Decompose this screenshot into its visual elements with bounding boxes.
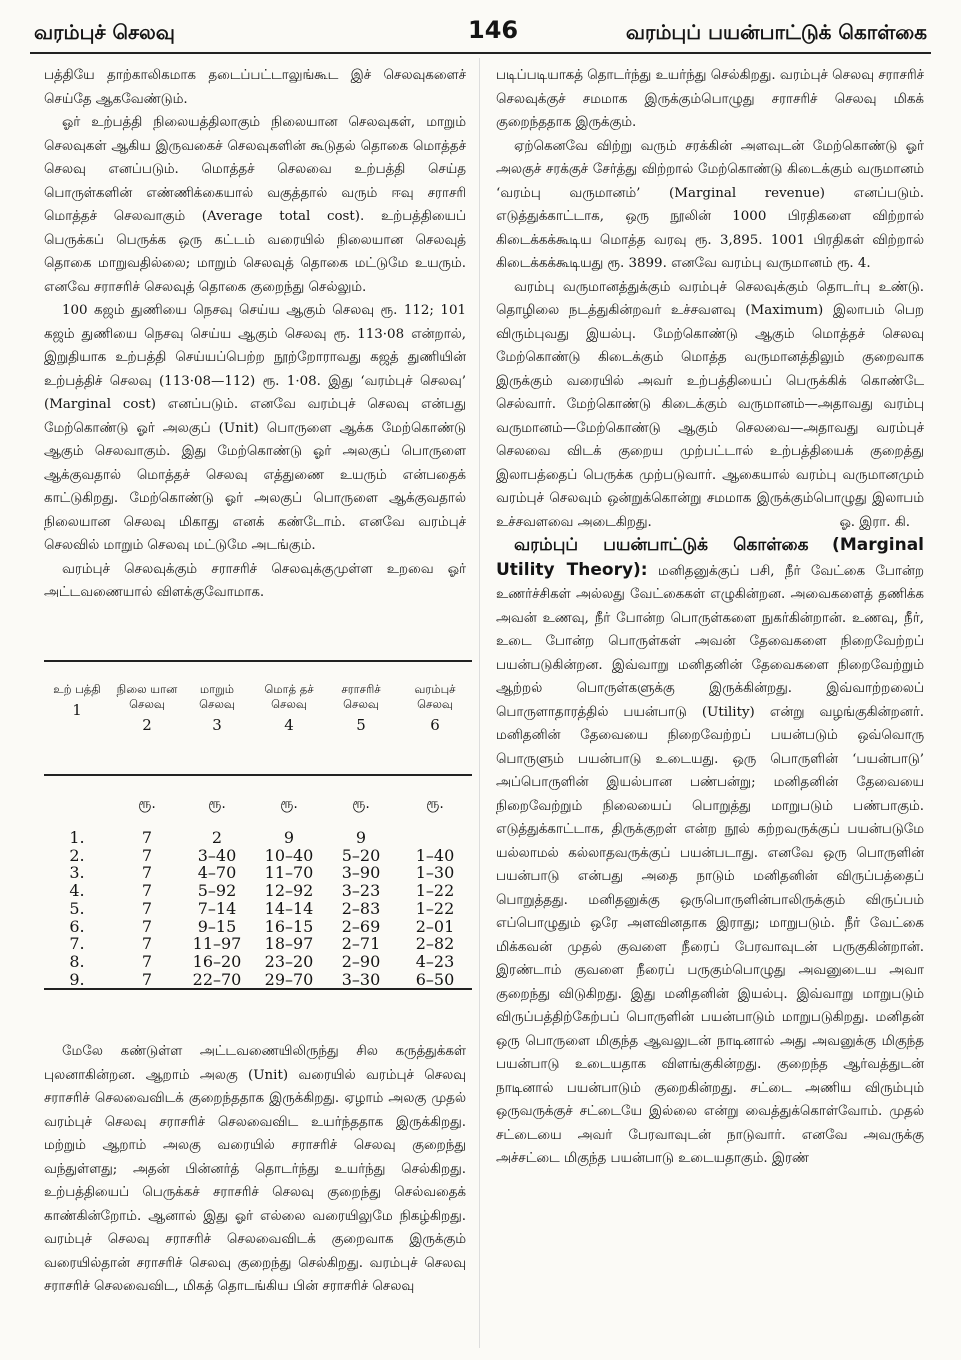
header-average-cost: சராசரிச் செலவு 5	[341, 682, 381, 734]
table-cell: 6.	[69, 916, 85, 936]
table-cell: 4–70	[197, 863, 237, 883]
paragraph	[496, 276, 924, 535]
table-cell: 9	[355, 828, 367, 847]
table-cell: 3–40	[197, 845, 237, 865]
cost-table	[44, 660, 472, 990]
section-heading: வரம்புப் பயன்பாட்டுக் கொள்கை	[514, 535, 809, 555]
table-cell: 9.	[69, 969, 85, 989]
table-discussion	[44, 1040, 466, 1299]
table-cell: 11–97	[192, 934, 242, 954]
table-cell: 2–82	[415, 934, 455, 954]
table-cell: 7	[141, 951, 153, 971]
header-total-cost: மொத் தச் செலவு 4	[264, 682, 314, 734]
table-cell: 10–40	[264, 845, 314, 865]
currency-cell: ரூ.	[352, 796, 370, 812]
paragraph: 100 கஜம் துணியை நெசவு செய்ய ஆகும் செலவு ரூ. 112; 101 கஜம் துணியை நெசவு செய்ய ஆகும் செலவு ரூ. 113·08 என்றால், இறுதியாக உற்பத்தி செய்யப்பெற்ற நூற்றோராவது கஜத் துணியின் உற்பத்திச் செலவு (113·08—112) ரூ. 1·08. இது ‘வரம்புச் செலவு’ (Marginal cost) எனப்படும். எனவே வரம்புச் செலவு என்பது மேற்கொண்டு ஓர் அலகுப் (Unit) பொருளை ஆக்க மேற்கொண்டு ஆகும் செலவாகும். இது மேற்கொண்டு ஓர் அலகுப் பொருளை ஆக்குவதால் மொத்தச் செலவு எத்துணை உயரும் என்பதைக் காட்டுகிறது. மேற்கொண்டு ஓர் அலகுப் பொருளை ஆக்குவதால் நிலையான செலவு மிகாது எனக் கண்டோம். எனவே வரம்புச் செலவில் மாறும் செலவு மட்டுமே அடங்கும்.	[44, 303, 466, 553]
paragraph: பத்தியே தாற்காலிகமாக தடைப்பட்டாலுங்கூட இச் செலவுகளைச் செய்தே ஆகவேண்டும்.	[44, 68, 466, 107]
table-body	[44, 776, 472, 988]
table-cell: 4.	[69, 881, 85, 901]
header-fixed-cost: நிலை யான செலவு 2	[116, 682, 178, 734]
currency-cell: ரூ.	[138, 796, 156, 812]
table-cell: 1–22	[415, 898, 455, 918]
table-cell: 1–30	[415, 863, 455, 883]
table-cell: 2.	[69, 845, 85, 865]
paragraph: ஓர் உற்பத்தி நிலையத்திலாகும் நிலையான செலவுகள், மாறும் செலவுகள் ஆகிய இருவகைச் செலவுகளின் கூடுதல் தொகை மொத்தச் செலவு எனப்படும். மொத்தச் செலவை உற்பத்தி செய்த பொருள்களின் எண்ணிக்கையால் வகுத்தால் வரும் ஈவு சராசரி மொத்தச் செலவாகும் (Average total cost). உற்பத்தியைப் பெருக்கப் பெருக்க ஒரு கட்டம் வரையில் நிலையான செலவுத் தொகை மாறுவதில்லை; மாறும் செலவுத் தொகை மட்டுமே உயரும். எனவே சராசரிச் செலவுத் தொகை குறைந்து செல்லும்.	[44, 115, 466, 295]
table-cell: 16–15	[264, 916, 314, 936]
right-column	[496, 64, 924, 1171]
table-cell: 1.	[69, 828, 85, 847]
currency-cell: ரூ.	[208, 796, 226, 812]
table-cell: 9	[283, 828, 295, 847]
table-cell: 11–70	[264, 863, 314, 883]
table-cell: 7	[141, 934, 153, 954]
table-cell: 23–20	[264, 951, 314, 971]
table-cell: 5–20	[341, 845, 381, 865]
paragraph: ஏற்கெனவே விற்று வரும் சரக்கின் அளவுடன் மேற்கொண்டு ஓர் அலகுச் சரக்குச் சேர்த்து விற்றால் மேற்கொண்டு கிடைக்கும் வருமானம் ‘வரம்பு வருமானம்’ (Marginal revenue) எனப்படும். எடுத்துக்காட்டாக, ஒரு நூலின் 1000 பிரதிகளை விற்றால் கிடைக்கக்கூடிய மொத்த வரவு ரூ. 3,895. 1001 பிரதிகள் விற்றால் கிடைக்கக்கூடியது ரூ. 3899. எனவே வரம்பு வருமானம் ரூ. 4.	[496, 138, 924, 271]
table-cell: 3–90	[341, 863, 381, 883]
running-title-right: வரம்புப் பயன்பாட்டுக் கொள்கை	[625, 20, 927, 44]
section-heading-english: (Marginal Utility Theory):	[496, 535, 924, 580]
table-cell: 3.	[69, 863, 85, 883]
table-cell: 14–14	[264, 898, 314, 918]
author-signature: ஓ. இரா. கி.	[839, 514, 910, 530]
table-cell: 7	[141, 845, 153, 865]
table-cell: 7	[141, 881, 153, 901]
paragraph: மேலே கண்டுள்ள அட்டவணையிலிருந்து சில கருத்துக்கள் புலனாகின்றன. ஆறாம் அலகு (Unit) வரையில் வரம்புச் செலவு சராசரிச் செலவைவிடக் குறைந்ததாக இருக்கிறது. ஏழாம் அலகு முதல் வரம்புச் செலவு சராசரிச் செலவைவிட உயர்ந்ததாக இருக்கிறது. மற்றும் ஆறாம் அலகு வரையில் சராசரிச் செலவு குறைந்து வந்துள்ளது; அதன் பின்னர்த் தொடர்ந்து உயர்ந்து செல்கிறது. உற்பத்தியைப் பெருக்கச் சராசரிச் செலவு குறைந்து செல்வதைக் காண்கின்றோம். ஆனால் இது ஓர் எல்லை வரையிலுமே நிகழ்கிறது. வரம்புச் செலவு சராசரிச் செலவைவிடக் குறைவாக இருக்கும் வரையில்தான் சராசரிச் செலவு குறைந்து செல்கிறது. வரம்புச் செலவு சராசரிச் செலவைவிட, மிகத் தொடங்கிய பின் சராசரிச் செலவு	[44, 1044, 466, 1294]
section-paragraph	[496, 534, 924, 1171]
header-marginal-cost: வரம்புச் செலவு 6	[414, 682, 456, 734]
table-cell: 5.	[69, 898, 85, 918]
page-header	[30, 10, 931, 54]
table-cell: 8.	[69, 951, 85, 971]
table-cell: 7	[141, 863, 153, 883]
paragraph: படிப்படியாகத் தொடர்ந்து உயர்ந்து செல்கிறது. வரம்புச் செலவு சராசரிச் செலவுக்குச் சமமாக இருக்கும்பொழுது சராசரிச் செலவு மிகக் குறைந்ததாக இருக்கும்.	[496, 68, 924, 130]
header-output: உற் பத்தி 1	[53, 682, 101, 719]
currency-cell: ரூ.	[280, 796, 298, 812]
table-cell: 3–30	[341, 969, 381, 989]
table-cell: 2–69	[341, 916, 381, 936]
running-title-left: வரம்புச் செலவு	[34, 20, 175, 44]
table-cell: 2–83	[341, 898, 381, 918]
table-cell: 2–01	[415, 916, 455, 936]
header-variable-cost: மாறும் செலவு 3	[199, 682, 235, 734]
currency-cell: ரூ.	[426, 796, 444, 812]
table-cell: 5–92	[197, 881, 237, 901]
table-cell: 3–23	[341, 881, 381, 901]
table-cell: 7	[141, 916, 153, 936]
table-cell: 7.	[69, 934, 85, 954]
table-cell: 22–70	[192, 969, 242, 989]
table-cell: 1–40	[415, 845, 455, 865]
table-cell: 7	[141, 828, 153, 847]
table-cell: 1–22	[415, 881, 455, 901]
table-cell: 18–97	[264, 934, 314, 954]
table-cell: 16–20	[192, 951, 242, 971]
table-cell: 12–92	[264, 881, 314, 901]
column-gutter	[479, 58, 480, 1348]
table-cell: 7	[141, 969, 153, 989]
table-cell: 4–23	[415, 951, 455, 971]
table-cell: 2–71	[341, 934, 381, 954]
table-cell: 2–90	[341, 951, 381, 971]
table-cell: 2	[211, 828, 223, 847]
table-cell: 7–14	[197, 898, 237, 918]
left-column	[44, 64, 466, 605]
paragraph: வரம்புச் செலவுக்கும் சராசரிச் செலவுக்குமுள்ள உறவை ஓர் அட்டவணையால் விளக்குவோமாக.	[44, 561, 466, 600]
table-cell: 29–70	[264, 969, 314, 989]
table-header	[44, 662, 472, 774]
table-cell: 9–15	[197, 916, 237, 936]
page-number: 146	[468, 16, 519, 44]
section-text: மனிதனுக்குப் பசி, நீர் வேட்கை போன்ற உணர்ச்சிகள் அல்லது வேட்கைகள் எழுகின்றன. அவைகளைத் தணிக்க அவன் உணவு, நீர் போன்ற பொருள்களை நுகர்கின்றான். உணவு, நீர், உடை போன்ற பொருள்கள் அவன் தேவைகளை நிறைவேற்றப் பயன்படுகின்றன. இவ்வாறு மனிதனின் தேவைகளை நிறைவேற்றும் ஆற்றல் பொருள்களுக்கு இருக்கின்றது. இவ்வாற்றலைப் பொருளாதாரத்தில் பயன்பாடு (Utility) என்று வழங்குகின்றனர். மனிதனின் தேவையை நிறைவேற்றப் பயன்படும் ஒவ்வொரு பொருளும் பயன்பாடு உடையது. ஒரு பொருளின் ‘பயன்பாடு’ அப்பொருளின் இயல்பான பண்பன்று; மனிதனின் தேவையை நிறைவேற்றும் நிலையைப் பொறுத்து மாறுபடும் பண்பாகும். எடுத்துக்காட்டாக, திருக்குறள் என்ற நூல் கற்றவருக்குப் பயன்படுமே யல்லாமல் கல்லாதவருக்குப் பயன்படாது. எனவே ஒரு பொருளின் பயன்பாடு என்பது அதை நாடும் மனிதனின் விருப்பத்தைப் பொறுத்தது. மனிதனுக்கு ஒருபொருளின்பாலிருக்கும் விருப்பம் எப்பொழுதும் ஒரே அளவினதாக இராது; மாறுபடும். நீர் வேட்கை மிக்கவன் முதல் குவளை நீரைப் பேரவாவுடன் பருகுகின்றான். இரண்டாம் குவளை நீரைப் பருகும்பொழுது அவனுடைய அவா குறைந்து விடுகிறது. இது மனிதனின் இயல்பு. இவ்வாறு மாறுபடும் விருப்பத்திற்கேற்பப் பொருளின் பயன்பாடும் மாறுபடுகிறது. மனிதன் ஒரு பொருளை மிகுந்த ஆவலுடன் நாடினால் அது அவனுக்கு மிகுந்த பயன்பாடு உடையதாக விளங்குகின்றது. குறைந்த ஆர்வத்துடன் நாடினால் பயன்பாடும் குறைகின்றது. சட்டை அணிய விரும்பும் ஒருவருக்குச் சட்டையே இல்லை என்று வைத்துக்கொள்வோம். முதல் சட்டையை அவர் பேரவாவுடன் நாடுவார். எனவே அவருக்கு அச்சட்டை மிகுந்த பயன்பாடு உடையதாகும். இரண்	[496, 563, 924, 1166]
table-cell: 6–50	[415, 969, 455, 989]
table-cell: 7	[141, 898, 153, 918]
paragraph-text: வரம்பு வருமானத்துக்கும் வரம்புச் செலவுக்கும் தொடர்பு உண்டு. தொழிலை நடத்துகின்றவர் உச்சவளவு (Maximum) இலாபம் பெற விரும்புவது இயல்பு. மேற்கொண்டு ஆகும் மொத்தச் செலவு மேற்கொண்டு கிடைக்கும் மொத்த வருமானத்திலும் குறைவாக இருக்கும் வரையில் அவர் உற்பத்தியைப் பெருக்கிக் கொண்டே செல்வார். மேற்கொண்டு கிடைக்கும் வருமானம்—அதாவது வரம்பு வருமானம்—மேற்கொண்டு ஆகும் செலவை—அதாவது வரம்புச் செலவை விடக் குறைய முற்பட்டால் உற்பத்தியைக் குறைத்து இலாபத்தைப் பெருக்க முற்படுவார். ஆகையால் வரம்பு வருமானமும் வரம்புச் செலவும் ஒன்றுக்கொன்று சமமாக இருக்கும்பொழுது இலாபம் உச்சவளவை அடைகிறது.	[496, 279, 924, 530]
